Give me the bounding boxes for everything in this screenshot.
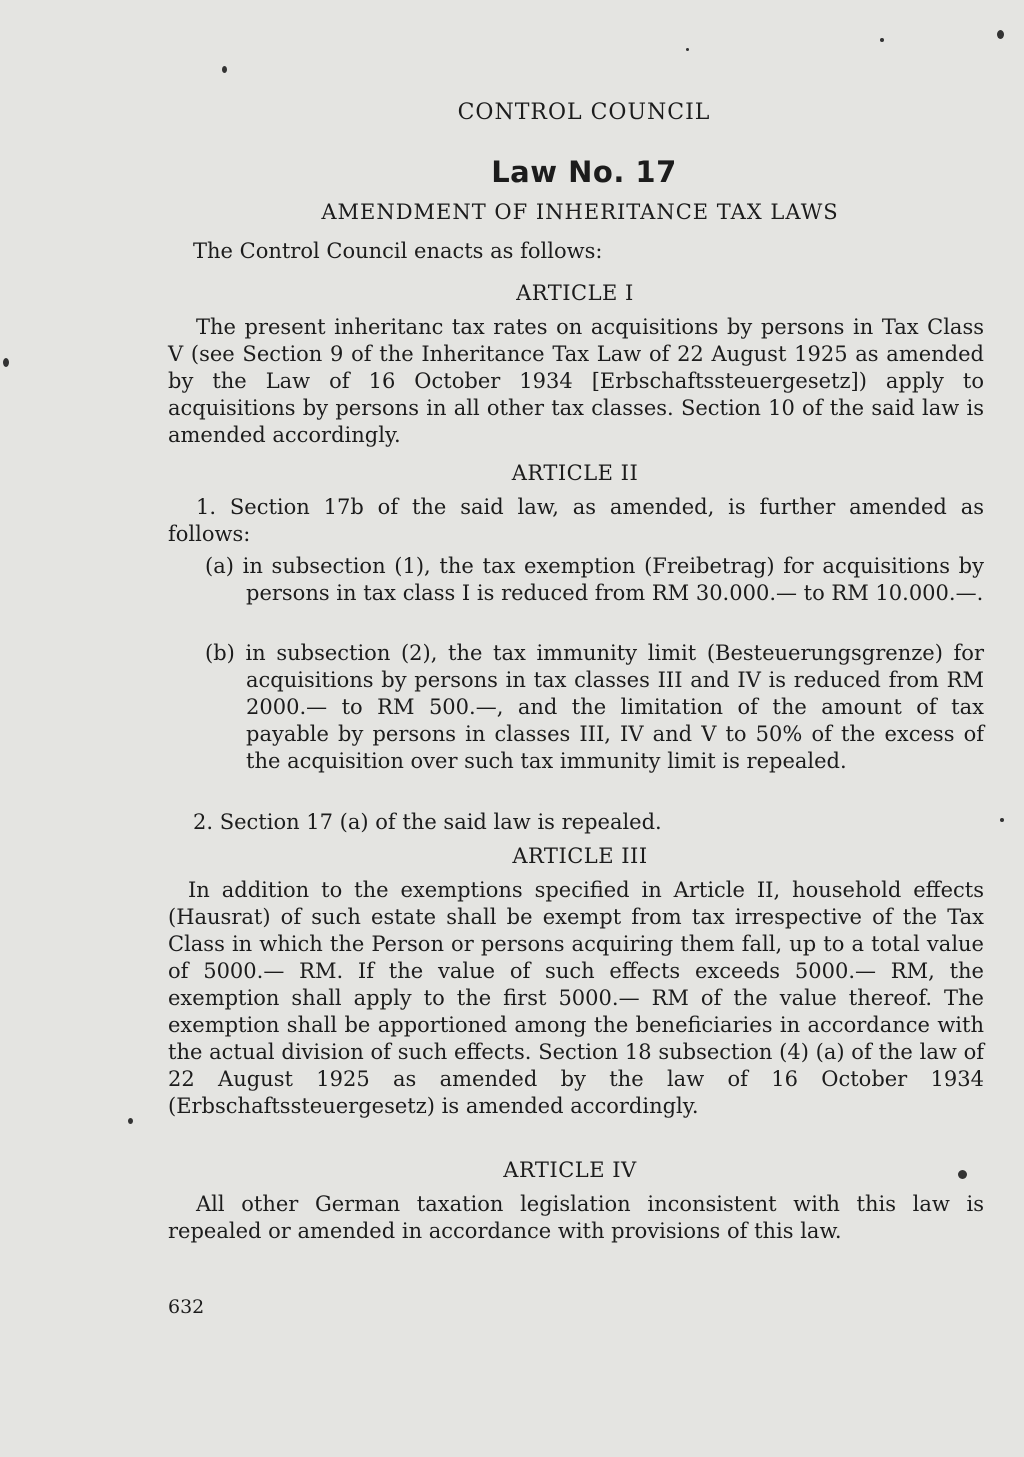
law-number: Law No. 17 (491, 155, 677, 189)
scan-speck (958, 1170, 967, 1179)
council-heading: CONTROL COUNCIL (457, 100, 711, 125)
article-1-heading: ARTICLE I (516, 281, 634, 305)
scan-speck (222, 66, 227, 73)
article-2-paragraph-2: 2. Section 17 (a) of the said law is repealed. (193, 810, 662, 834)
scan-speck (686, 48, 689, 51)
law-title: AMENDMENT OF INHERITANCE TAX LAWS (321, 200, 839, 224)
page-number: 632 (168, 1296, 205, 1318)
article-2-paragraph-1: 1. Section 17b of the said law, as amended, is further amended as follows: (168, 495, 984, 546)
scan-speck (1000, 818, 1004, 822)
article-2-subsection-b: (b) in subsection (2), the tax immunity limit (Besteuerungsgrenze) for acquisitions by persons in tax classes III and IV is reduced from RM 2000.— to RM 500.—, and the limitation of the amount of tax payable by persons in classes III, IV and V to 50% of the excess of the acquisition over such tax immunity limit is repealed. (205, 641, 984, 773)
article-4-heading: ARTICLE IV (503, 1158, 637, 1182)
article-3-heading: ARTICLE III (512, 844, 648, 868)
scan-speck (3, 358, 9, 367)
article-2-subsection-a: (a) in subsection (1), the tax exemption (Freibetrag) for acquisitions by persons in tax class I is reduced from RM 30.000.— to RM 10.000.—. (205, 554, 984, 605)
scan-speck (128, 1118, 133, 1124)
article-2-heading: ARTICLE II (511, 461, 639, 485)
article-3-text: In addition to the exemptions specified in Article II, household effects (Hausrat) of such estate shall be exempt from tax irrespective of the Tax Class in which the Person or persons acquiring them fall, up to a total value of 5000.— RM. If the value of such effects exceeds 5000.— RM, the exemption shall apply to the first 5000.— RM of the value thereof. The exemption shall be apportioned among the beneficiaries in accordance with the actual division of such effects. Section 18 subsection (4) (a) of the law of 22 August 1925 as amended by the law of 16 October 1934 (Erbschaftssteuergesetz) is amended accordingly. (168, 878, 984, 1118)
article-1-text: The present inheritanc tax rates on acquisitions by persons in Tax Class V (see Section 9 of the Inheritance Tax Law of 22 August 1925 as amended by the Law of 16 October 1934 [Erbschaftssteuergesetz]) apply to acquisitions by persons in all other tax classes. Section 10 of the said law is amended accordingly. (168, 315, 984, 447)
article-4-text: All other German taxation legislation inconsistent with this law is repealed or amended in accordance with provisions of this law. (168, 1192, 984, 1243)
scan-speck (997, 30, 1004, 39)
scan-speck (880, 38, 884, 42)
intro-text: The Control Council enacts as follows: (193, 239, 603, 263)
